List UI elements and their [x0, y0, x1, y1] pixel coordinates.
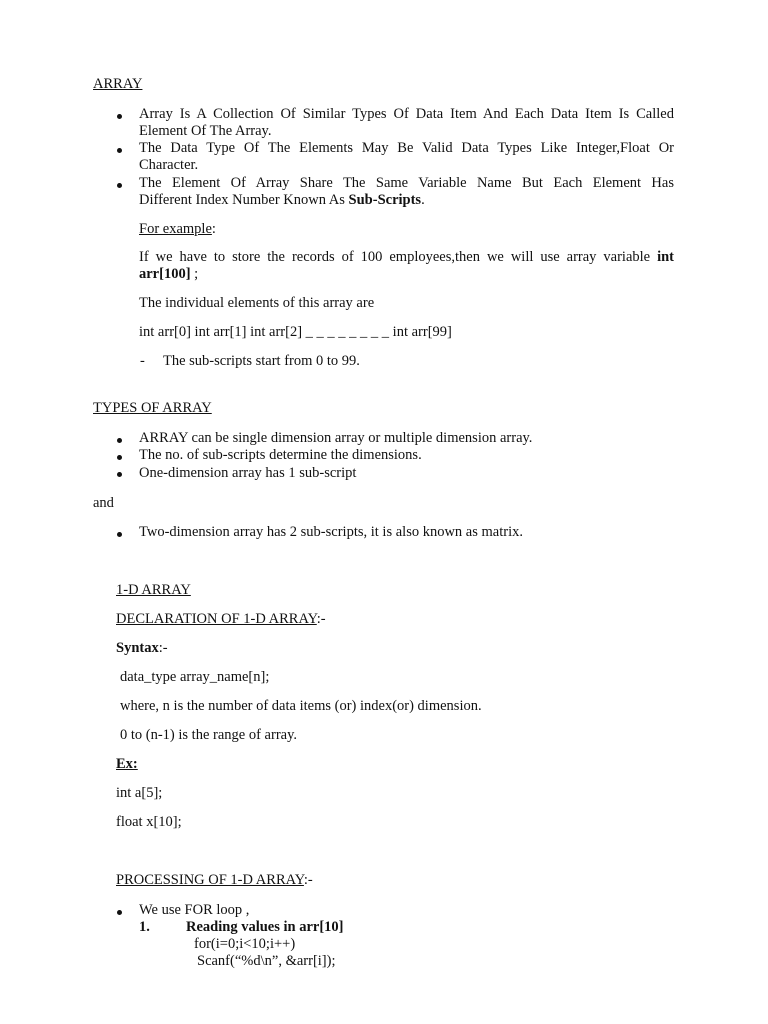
syntax-label: [116, 640, 168, 657]
declaration-heading-suffix: :-: [316, 611, 326, 627]
array-bullet-3-line-1: The Element Of Array Share The Same Variable Name But Each Element Has: [139, 175, 674, 191]
example-int-keyword: int: [657, 249, 675, 265]
example-line-2: [139, 266, 674, 283]
processing-heading-text: PROCESSING OF 1-D ARRAY: [116, 872, 304, 888]
individual-elements-text: The individual elements of this array are: [139, 295, 375, 311]
bullet-dot: [117, 910, 122, 915]
types-bullet-4: Two-dimension array has 2 sub-scripts, it is also known as matrix.: [139, 524, 523, 540]
declaration-heading: [116, 611, 326, 628]
subscripts-text-post: .: [421, 191, 425, 208]
example-arr-decl: arr[100]: [139, 265, 191, 282]
item-title: Reading values in arr[10]: [186, 919, 344, 935]
ex-label: Ex:: [116, 756, 138, 772]
example-line-2-tail: ;: [190, 265, 199, 282]
array-bullet-2-line-2: Character.: [139, 156, 199, 173]
syntax-label-text: Syntax: [116, 640, 159, 656]
processing-heading-suffix: :-: [303, 872, 313, 888]
types-bullet-3: One-dimension array has 1 sub-script: [139, 465, 357, 481]
array-bullet-3-line-2: [139, 192, 674, 209]
bullet-dot: [117, 532, 122, 537]
array-bullet-2-line-1: The Data Type Of The Elements May Be Valid Data Types Like Integer,Float Or: [139, 140, 674, 156]
declaration-heading-text: DECLARATION OF 1-D ARRAY: [116, 611, 317, 627]
example-label-text: For example: [139, 221, 212, 237]
syntax-line: data_type array_name[n];: [120, 669, 270, 685]
where-line: where, n is the number of data items (or) index(or) dimension.: [120, 698, 482, 714]
array-bullet-1: [139, 106, 674, 139]
example-label: [139, 221, 216, 238]
array-heading: ARRAY: [93, 76, 143, 92]
and-text: and: [93, 495, 114, 511]
ex-line-1: int a[5];: [116, 785, 163, 801]
bullet-dot: [117, 183, 122, 188]
range-line: 0 to (n-1) is the range of array.: [120, 727, 298, 743]
code-line-2: Scanf(“%d\n”, &arr[i]);: [197, 953, 336, 969]
array-bullet-1-line-1: Array Is A Collection Of Similar Types Of Data Item And Each Data Item Is Called: [139, 106, 674, 122]
code-line-1: for(i=0;i<10;i++): [194, 936, 296, 952]
subscripts-text-pre: Different Index Number Known As: [139, 191, 349, 208]
example-line-1-text: If we have to store the records of 100 employees,then we will use array variable: [139, 249, 651, 265]
types-heading: TYPES OF ARRAY: [93, 400, 212, 416]
bullet-dot: [117, 148, 122, 153]
bullet-dot: [117, 114, 122, 119]
array-bullet-3: [139, 175, 674, 208]
ex-line-2: float x[10];: [116, 814, 182, 830]
syntax-label-suffix: :-: [158, 640, 168, 656]
bullet-dot: [117, 438, 122, 443]
types-bullet-2: The no. of sub-scripts determine the dimensions.: [139, 447, 422, 463]
bullet-dot: [117, 472, 122, 477]
array-bullet-2: [139, 140, 674, 173]
example-label-colon: :: [211, 221, 216, 237]
dash-marker: -: [140, 353, 145, 369]
subscripts-range-text: The sub-scripts start from 0 to 99.: [163, 353, 360, 369]
subscripts-term: Sub-Scripts: [348, 191, 422, 208]
types-bullet-1: ARRAY can be single dimension array or multiple dimension array.: [139, 430, 533, 446]
processing-heading: [116, 872, 313, 889]
bullet-dot: [117, 455, 122, 460]
example-paragraph: [139, 249, 674, 282]
elements-list-text: int arr[0] int arr[1] int arr[2] _ _ _ _ _ _ _ _ int arr[99]: [139, 324, 452, 340]
example-line-1: [139, 249, 674, 266]
item-number: 1.: [139, 919, 150, 935]
one-d-array-heading: 1-D ARRAY: [116, 582, 191, 598]
array-bullet-1-line-2: Element Of The Array.: [139, 122, 272, 139]
processing-bullet-1: We use FOR loop ,: [139, 902, 250, 918]
